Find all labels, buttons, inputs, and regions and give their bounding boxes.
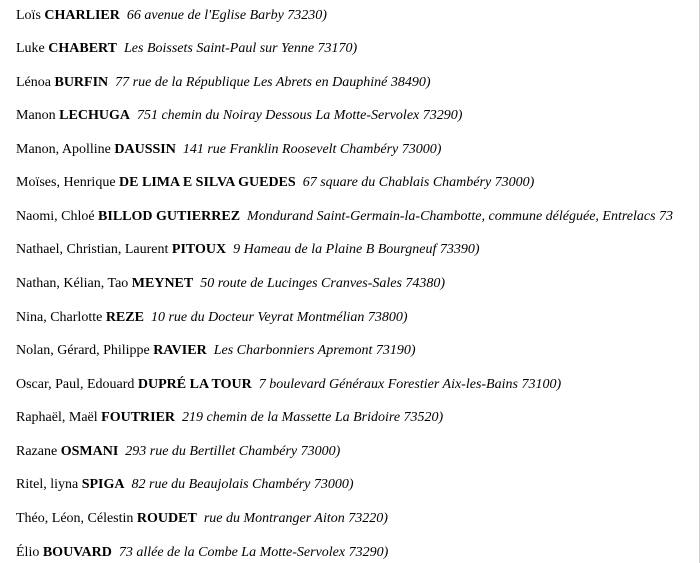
address: 73 allée de la Combe La Motte-Servolex 73290)	[118, 545, 389, 560]
given-names: Théo, Léon, Célestin	[16, 511, 134, 526]
surname: DE LIMA E SILVA GUEDES	[119, 175, 296, 190]
list-item	[16, 208, 673, 226]
surname: BURFIN	[54, 75, 109, 90]
address: 293 rue du Bertillet Chambéry 73000)	[125, 444, 341, 459]
address: 50 route de Lucinges Cranves-Sales 74380)	[200, 276, 446, 291]
surname: BILLOD GUTIERREZ	[98, 209, 241, 224]
given-names: Nolan, Gérard, Philippe	[16, 343, 150, 358]
surname: OSMANI	[60, 444, 119, 459]
list-item	[16, 275, 445, 293]
surname: RAVIER	[153, 343, 207, 358]
given-names: Élio	[16, 545, 40, 560]
surname: DAUSSIN	[114, 142, 176, 157]
surname: LECHUGA	[59, 108, 130, 123]
list-item	[16, 141, 441, 159]
address: 67 square du Chablais Chambéry 73000)	[302, 175, 535, 190]
given-names: Nathael, Christian, Laurent	[16, 242, 169, 257]
given-names: Ritel, liyna	[16, 477, 79, 492]
address: 7 boulevard Généraux Forestier Aix-les-Bains 73100)	[258, 377, 562, 392]
surname: SPIGA	[81, 477, 125, 492]
given-names: Nathan, Kélian, Tao	[16, 276, 129, 291]
list-item	[16, 7, 327, 25]
address: 66 avenue de l'Eglise Barby 73230)	[126, 8, 327, 23]
list-item	[16, 544, 388, 562]
given-names: Raphaël, Maël	[16, 410, 98, 425]
list-item	[16, 443, 340, 461]
surname: CHARLIER	[44, 8, 120, 23]
address: Mondurand Saint-Germain-la-Chambotte, commune déléguée, Entrelacs 73	[247, 209, 674, 224]
list-item	[16, 74, 431, 92]
list-item	[16, 40, 357, 58]
address: 82 rue du Beaujolais Chambéry 73000)	[131, 477, 354, 492]
given-names: Oscar, Paul, Edouard	[16, 377, 135, 392]
address: 141 rue Franklin Roosevelt Chambéry 73000)	[182, 142, 442, 157]
given-names: Manon	[16, 108, 56, 123]
address: 9 Hameau de la Plaine B Bourgneuf 73390)	[233, 242, 480, 257]
list-item	[16, 476, 354, 494]
surname: CHABERT	[48, 41, 118, 56]
given-names: Razane	[16, 444, 58, 459]
address: Les Boissets Saint-Paul sur Yenne 73170)	[124, 41, 358, 56]
list-item	[16, 241, 480, 259]
address: 77 rue de la République Les Abrets en Dauphiné 38490)	[115, 75, 431, 90]
surname: ROUDET	[136, 511, 197, 526]
surname: PITOUX	[171, 242, 227, 257]
given-names: Lénoa	[16, 75, 51, 90]
list-item	[16, 409, 443, 427]
surname: FOUTRIER	[101, 410, 176, 425]
list-item	[16, 342, 416, 360]
list-item	[16, 510, 388, 528]
address: 751 chemin du Noiray Dessous La Motte-Servolex 73290)	[136, 108, 463, 123]
given-names: Luke	[16, 41, 45, 56]
surname: DUPRÉ LA TOUR	[137, 377, 252, 392]
given-names: Loïs	[16, 8, 41, 23]
surname: REZE	[105, 310, 144, 325]
list-item	[16, 309, 408, 327]
address: 10 rue du Docteur Veyrat Montmélian 73800)	[150, 310, 408, 325]
given-names: Manon, Apolline	[16, 142, 111, 157]
address: rue du Montranger Aiton 73220)	[203, 511, 388, 526]
list-item	[16, 174, 534, 192]
surname: MEYNET	[131, 276, 194, 291]
list-item	[16, 107, 462, 125]
given-names: Moïses, Henrique	[16, 175, 116, 190]
given-names: Nina, Charlotte	[16, 310, 103, 325]
address: 219 chemin de la Massette La Bridoire 73520)	[182, 410, 444, 425]
given-names: Naomi, Chloé	[16, 209, 95, 224]
address: Les Charbonniers Apremont 73190)	[213, 343, 416, 358]
surname: BOUVARD	[42, 545, 112, 560]
list-item	[16, 376, 561, 394]
